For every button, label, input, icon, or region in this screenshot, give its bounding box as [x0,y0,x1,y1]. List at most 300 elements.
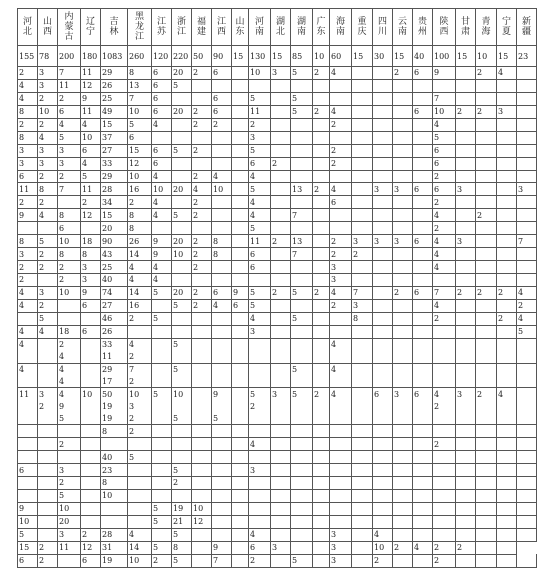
table-cell [152,299,172,312]
table-cell [192,464,212,477]
table-cell: 3 [38,388,58,400]
table-cell [373,312,393,325]
table-cell [476,261,497,274]
table-cell: 25 [101,92,128,105]
table-cell [352,351,373,363]
table-cell [497,489,517,502]
table-cell [352,170,373,183]
table-cell [433,351,456,363]
table-cell [212,261,232,274]
table-row [18,325,537,338]
column-header-label: 河北 [22,17,32,37]
table-cell: 3 [456,235,476,248]
table-cell [212,157,232,170]
table-cell: 11 [81,183,101,196]
table-cell [38,274,58,287]
table-cell [212,528,232,541]
table-cell: 4 [373,528,393,541]
table-cell: 8 [101,425,128,438]
table-cell [249,425,271,438]
table-cell: 2 [456,286,476,299]
table-cell [517,157,537,170]
table-cell [517,105,537,118]
total-cell: 78 [38,46,58,67]
table-cell: 7 [128,92,152,105]
table-cell [271,196,291,209]
table-cell [271,325,291,338]
table-cell [18,425,38,438]
table-cell [413,338,433,350]
table-cell: 2 [330,299,352,312]
table-cell: 7 [352,286,373,299]
table-cell [172,376,192,388]
table-cell [497,425,517,438]
table-cell: 10 [81,131,101,144]
table-cell [38,222,58,235]
table-cell [517,376,537,388]
table-cell [476,274,497,287]
table-cell [212,144,232,157]
table-cell: 49 [101,105,128,118]
table-cell: 11 [18,183,38,196]
table-cell [81,502,101,515]
table-cell [352,92,373,105]
table-cell: 8 [101,477,128,490]
table-cell [291,438,313,451]
table-cell [497,464,517,477]
table-cell: 13 [291,235,313,248]
table-cell: 5 [172,299,192,312]
table-cell: 4 [192,183,212,196]
table-cell [58,425,81,438]
table-cell: 2 [249,118,271,131]
table-cell [497,92,517,105]
table-cell: 2 [192,299,212,312]
table-cell [497,502,517,515]
table-cell: 3 [38,67,58,80]
table-cell [413,351,433,363]
table-cell: 20 [172,183,192,196]
table-cell [413,261,433,274]
table-cell [330,325,352,338]
table-cell [18,412,38,424]
table-cell [81,489,101,502]
table-cell [476,515,497,528]
table-cell [476,489,497,502]
table-row [18,412,537,424]
table-cell [413,299,433,312]
table-cell [413,489,433,502]
column-header-label: 福建 [196,17,206,37]
table-cell [352,515,373,528]
column-header-label: 四川 [377,17,387,37]
table-cell [373,196,393,209]
table-cell: 15 [18,541,38,554]
table-cell [476,183,497,196]
table-cell: 4 [152,261,172,274]
table-cell [433,528,456,541]
table-cell [393,209,413,222]
table-cell [393,451,413,464]
table-cell: 3 [393,388,413,400]
table-cell [128,438,152,451]
table-cell [313,412,330,424]
table-cell [352,477,373,490]
table-cell [476,235,497,248]
table-cell [212,425,232,438]
table-cell: 3 [517,183,537,196]
column-header-label: 甘肃 [460,17,470,37]
table-cell: 2 [38,554,58,567]
table-row [18,464,537,477]
table-cell [249,338,271,350]
table-cell [172,451,192,464]
table-cell: 5 [58,412,81,424]
table-cell [313,274,330,287]
table-cell [476,425,497,438]
table-cell: 9 [58,400,81,412]
table-cell [456,528,476,541]
table-cell [38,528,58,541]
total-cell: 15 [271,46,291,67]
table-cell [58,196,81,209]
table-cell: 2 [38,541,58,554]
table-cell: 2 [128,196,152,209]
table-cell: 5 [291,105,313,118]
table-cell [128,477,152,490]
table-cell: 2 [192,235,212,248]
table-cell: 3 [352,299,373,312]
table-cell: 18 [81,235,101,248]
table-cell [433,502,456,515]
table-cell: 46 [101,312,128,325]
table-cell [152,131,172,144]
table-cell [291,170,313,183]
total-cell: 155 [18,46,38,67]
column-header [128,9,152,46]
table-cell [212,438,232,451]
table-cell [101,502,128,515]
table-cell [433,325,456,338]
table-cell: 3 [271,541,291,554]
table-cell [271,338,291,350]
table-cell [313,157,330,170]
table-cell [212,325,232,338]
table-cell [81,376,101,388]
table-cell: 4 [152,274,172,287]
table-cell: 11 [58,541,81,554]
table-cell: 5 [18,528,38,541]
table-cell [192,412,212,424]
table-cell [232,196,249,209]
table-cell [497,196,517,209]
table-cell: 11 [58,79,81,92]
table-cell: 5 [291,67,313,80]
table-cell [352,554,373,567]
table-row [18,388,537,400]
table-cell [152,451,172,464]
table-cell [393,502,413,515]
table-cell [456,170,476,183]
table-cell [291,464,313,477]
table-cell: 5 [172,412,192,424]
table-cell: 5 [291,363,313,375]
table-cell [291,196,313,209]
table-cell: 11 [249,105,271,118]
table-cell: 11 [101,351,128,363]
table-cell [497,477,517,490]
table-cell: 10 [38,105,58,118]
table-cell: 9 [212,541,232,554]
table-cell: 20 [172,67,192,80]
table-cell: 8 [352,312,373,325]
table-cell [330,400,352,412]
table-cell: 20 [172,235,192,248]
column-header [38,9,58,46]
total-cell: 120 [152,46,172,67]
table-cell [192,338,212,350]
table-cell [373,489,393,502]
total-cell: 85 [291,46,313,67]
table-cell [291,541,313,554]
table-cell: 3 [58,464,81,477]
total-cell: 40 [413,46,433,67]
table-cell [476,157,497,170]
table-cell: 8 [212,248,232,261]
table-cell: 3 [18,157,38,170]
table-cell: 33 [101,157,128,170]
table-cell [58,554,81,567]
table-cell [330,222,352,235]
table-cell: 20 [101,222,128,235]
table-cell: 5 [128,451,152,464]
table-cell: 10 [212,183,232,196]
table-cell [456,248,476,261]
table-cell [456,79,476,92]
table-cell: 6 [249,261,271,274]
table-cell [212,274,232,287]
table-cell: 2 [393,286,413,299]
table-cell [456,400,476,412]
table-cell [232,351,249,363]
table-cell: 19 [172,502,192,515]
table-row [18,363,537,375]
table-cell [152,464,172,477]
table-cell: 4 [58,118,81,131]
table-cell [456,67,476,80]
table-cell: 33 [101,338,128,350]
table-cell: 4 [128,261,152,274]
table-cell: 2 [192,261,212,274]
table-cell [271,528,291,541]
table-cell: 2 [476,388,497,400]
table-cell [476,376,497,388]
table-cell [212,222,232,235]
table-cell [476,412,497,424]
table-cell [192,222,212,235]
table-cell: 13 [291,183,313,196]
table-cell [476,464,497,477]
table-cell [38,477,58,490]
table-cell [291,351,313,363]
table-cell: 2 [38,299,58,312]
total-cell: 10 [476,46,497,67]
table-cell [313,209,330,222]
table-cell: 43 [101,248,128,261]
table-cell: 3 [330,554,352,567]
table-cell [192,131,212,144]
table-cell [393,105,413,118]
table-cell [152,489,172,502]
table-cell [517,92,537,105]
table-cell [271,451,291,464]
table-cell: 15 [101,209,128,222]
table-cell: 8 [81,248,101,261]
table-cell [413,515,433,528]
table-cell [313,554,330,567]
table-cell [352,325,373,338]
table-cell: 2 [128,351,152,363]
table-cell [393,92,413,105]
table-cell [152,338,172,350]
table-cell [313,363,330,375]
table-cell [373,222,393,235]
table-cell [497,541,517,554]
table-cell [517,502,537,515]
column-header-label: 浙江 [176,17,186,37]
table-cell: 2 [330,144,352,157]
table-row [18,144,537,157]
table-cell [212,502,232,515]
table-cell [232,451,249,464]
table-cell: 5 [249,144,271,157]
table-cell [373,261,393,274]
table-row [18,131,537,144]
column-header-label: 贵州 [417,17,427,37]
table-cell [352,261,373,274]
table-cell: 6 [413,105,433,118]
table-cell [271,515,291,528]
table-cell [433,515,456,528]
table-cell [330,79,352,92]
table-cell: 6 [373,388,393,400]
table-cell [413,312,433,325]
table-cell: 9 [433,67,456,80]
table-cell [249,79,271,92]
table-cell [313,425,330,438]
column-header [313,9,330,46]
table-cell: 5 [58,489,81,502]
table-cell: 2 [330,118,352,131]
table-cell [497,157,517,170]
table-cell: 2 [58,274,81,287]
table-cell: 2 [192,286,212,299]
table-cell [152,412,172,424]
table-cell [152,325,172,338]
table-cell [192,351,212,363]
table-cell: 2 [128,425,152,438]
table-cell [152,477,172,490]
table-cell [456,363,476,375]
table-cell: 2 [18,196,38,209]
table-cell [476,299,497,312]
table-cell [373,425,393,438]
table-cell [413,131,433,144]
table-cell: 4 [58,351,81,363]
table-cell: 2 [456,541,476,554]
table-cell [330,376,352,388]
table-cell [497,376,517,388]
table-cell [497,528,517,541]
table-cell: 2 [330,235,352,248]
table-cell [271,412,291,424]
table-cell [271,118,291,131]
table-cell: 28 [101,528,128,541]
table-cell [393,299,413,312]
table-cell: 26 [128,235,152,248]
table-cell: 2 [517,299,537,312]
table-cell [232,274,249,287]
table-cell [232,363,249,375]
table-cell [212,464,232,477]
table-cell: 2 [18,274,38,287]
table-row [18,438,537,451]
table-cell [476,131,497,144]
table-cell [517,248,537,261]
table-cell: 4 [433,209,456,222]
table-cell [313,400,330,412]
table-cell [476,528,497,541]
table-cell [393,528,413,541]
column-header [352,9,373,46]
table-cell: 5 [249,222,271,235]
table-cell [393,196,413,209]
table-cell: 4 [249,170,271,183]
table-cell: 2 [172,477,192,490]
table-cell [497,248,517,261]
table-cell: 6 [212,105,232,118]
table-cell [373,105,393,118]
table-cell: 90 [101,235,128,248]
table-row [18,183,537,196]
table-cell [192,388,212,400]
table-cell: 2 [38,170,58,183]
table-cell: 6 [18,554,38,567]
table-cell [192,438,212,451]
table-cell [497,515,517,528]
table-cell [18,489,38,502]
table-cell [413,196,433,209]
table-row [18,157,537,170]
table-cell [373,351,393,363]
table-cell [517,67,537,80]
table-cell [291,144,313,157]
table-cell: 4 [249,312,271,325]
table-cell [291,489,313,502]
table-cell: 2 [249,400,271,412]
table-cell: 3 [456,183,476,196]
table-cell [271,261,291,274]
table-cell [291,400,313,412]
table-cell: 5 [152,502,172,515]
table-cell: 2 [212,118,232,131]
table-cell: 20 [172,286,192,299]
table-cell: 2 [38,248,58,261]
table-cell: 7 [58,67,81,80]
table-cell [271,425,291,438]
table-cell [271,502,291,515]
table-cell [433,477,456,490]
